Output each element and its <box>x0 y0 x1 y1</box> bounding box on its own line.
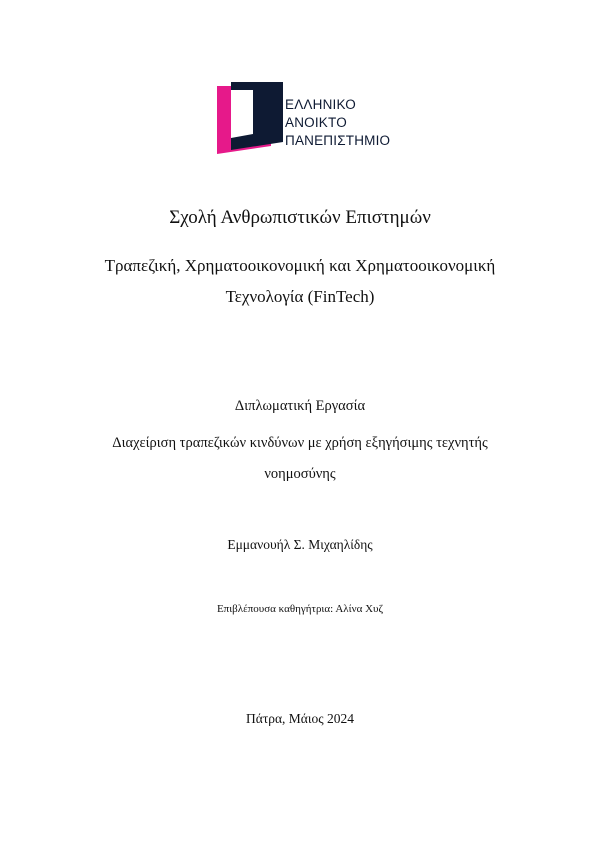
university-logo-emblem <box>217 82 283 158</box>
thesis-type: Διπλωματική Εργασία <box>234 398 366 414</box>
thesis-title-line-2: νοημοσύνης <box>264 466 336 482</box>
university-logo-text <box>285 96 390 150</box>
supervisor: Επιβλέπουσα καθηγήτρια: Αλίνα Χυζ <box>216 603 384 615</box>
university-logo <box>217 82 407 158</box>
program-title-line-1: Τραπεζική, Χρηματοοικονομική και Χρηματοοικονομική <box>104 256 496 275</box>
place-and-date: Πάτρα, Μάιος 2024 <box>246 711 354 726</box>
thesis-title-line-1: Διαχείριση τραπεζικών κινδύνων με χρήση εξηγήσιμης τεχνητής <box>112 435 488 451</box>
author-name: Εμμανουήλ Σ. Μιχαηλίδης <box>227 537 373 552</box>
logo-line-2: ΑΝΟΙΚΤΟ <box>285 115 347 130</box>
logo-line-1: ΕΛΛΗΝΙΚΟ <box>285 97 356 112</box>
program-title-line-2: Τεχνολογία (FinTech) <box>225 287 375 306</box>
school-name: Σχολή Ανθρωπιστικών Επιστημών <box>169 207 431 228</box>
logo-line-3: ΠΑΝΕΠΙΣΤΗΜΙΟ <box>285 133 391 148</box>
